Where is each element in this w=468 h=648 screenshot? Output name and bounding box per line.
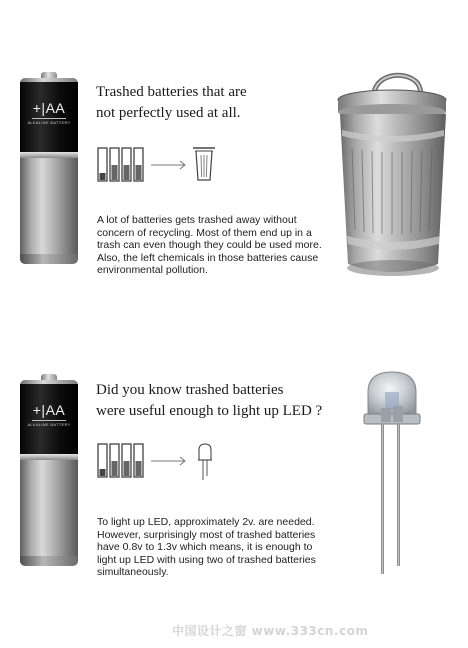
section1-body: A lot of batteries gets trashed away without concern of recycling. Most of them end up in a trash can even though they could be used more. Also, the left chemicals in those batteries cause environmental pollution. xyxy=(97,214,322,277)
watermark: 中国设计之窗 www.333cn.com xyxy=(172,624,369,638)
battery-icon xyxy=(97,443,147,479)
section2-body: To light up LED, approximately 2v. are needed. However, surprisingly most of trashed batteries have 0.8v to 1.3v which means, it is enough to light up LED with using two of trashed batteries simultaneously. xyxy=(97,516,316,579)
trash-can-icon xyxy=(191,146,217,182)
battery-icons-group xyxy=(97,443,147,484)
led-image xyxy=(360,370,430,580)
aa-battery-image xyxy=(20,72,78,264)
arrow-right-icon xyxy=(151,456,187,466)
battery-sublabel: ALKALINE BATTERY xyxy=(27,120,71,125)
section1-title: Trashed batteries that are not perfectly used at all. xyxy=(96,84,247,121)
aa-battery-image xyxy=(20,374,78,566)
trash-can-image xyxy=(336,70,458,284)
section2-title: Did you know trashed batteries were useful enough to light up LED ? xyxy=(96,382,323,419)
arrow-right-icon xyxy=(151,160,187,170)
battery-icons-group xyxy=(97,147,147,188)
battery-sublabel: ALKALINE BATTERY xyxy=(27,422,71,427)
led-icon xyxy=(195,442,215,482)
battery-label: +|AA xyxy=(32,100,66,116)
battery-label: +|AA xyxy=(32,402,66,418)
battery-icon xyxy=(97,147,147,183)
